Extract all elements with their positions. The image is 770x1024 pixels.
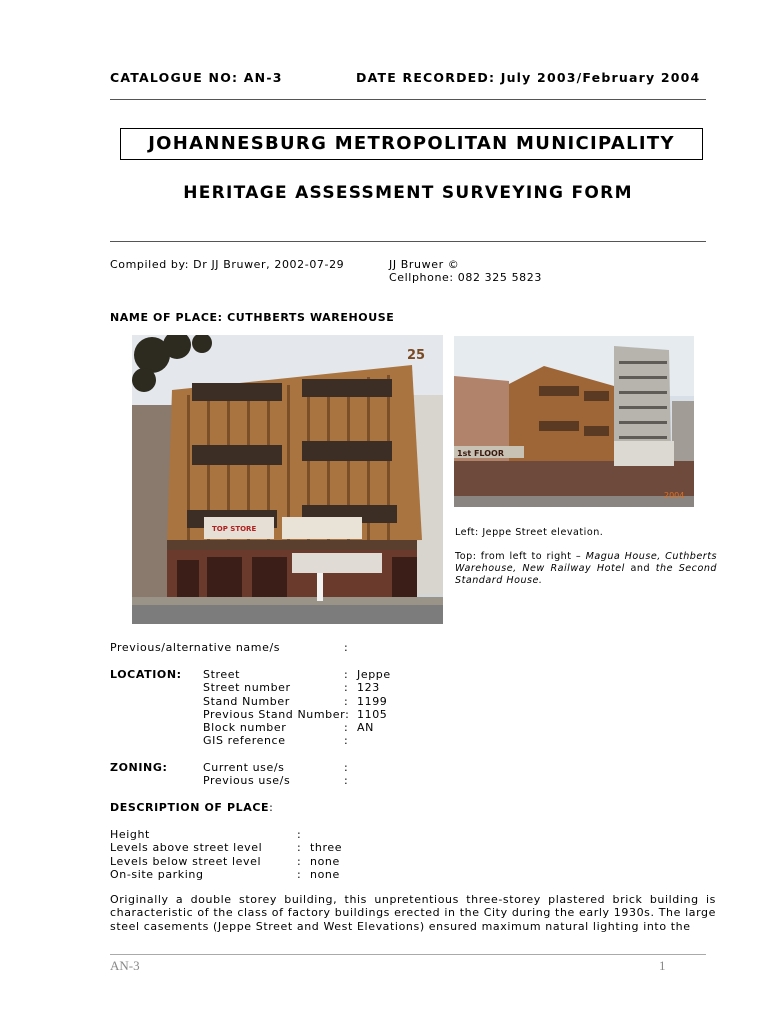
caption-left: Left: Jeppe Street elevation. [455, 527, 604, 538]
location-heading: LOCATION: [110, 668, 182, 681]
sign-number: 25 [407, 348, 426, 363]
photo-date-stamp: 2004 [664, 491, 685, 500]
description-sep: : [297, 867, 302, 881]
description-seps [297, 828, 301, 881]
zoning-sep: : [344, 761, 349, 774]
subtitle-rule [110, 241, 706, 242]
location-label: Street number [203, 681, 291, 695]
description-value: none [310, 854, 340, 868]
location-value: 123 [357, 681, 380, 695]
location-label: Previous Stand Number: [203, 707, 350, 721]
description-values [310, 828, 342, 881]
zoning-label: Current use/s [203, 761, 285, 774]
page-number: 1 [659, 958, 666, 973]
author-name: JJ Bruwer © [389, 258, 460, 271]
location-sep [344, 708, 348, 721]
name-of-place: NAME OF PLACE: CUTHBERTS WAREHOUSE [110, 311, 395, 324]
page-title: JOHANNESBURG METROPOLITAN MUNICIPALITY [120, 128, 703, 160]
description-label: On-site parking [110, 867, 204, 881]
description-labels [110, 828, 262, 881]
description-sep: : [297, 828, 302, 841]
description-sep: : [297, 854, 302, 868]
location-sep: : [344, 694, 349, 708]
caption-top: Top: from left to right – Magua House, Cuthberts Warehouse, New Railway Hotel and the Second Standard House. [455, 551, 717, 586]
footer-rule [110, 954, 706, 955]
previous-name-sep: : [344, 641, 349, 654]
zoning-label: Previous use/s [203, 774, 291, 788]
zoning-heading: ZONING: [110, 761, 168, 774]
description-value: three [310, 841, 343, 855]
description-value: none [310, 867, 340, 881]
location-values [357, 668, 391, 734]
floor-sign-text: 1st FLOOR [457, 449, 504, 458]
location-label: Stand Number [203, 694, 290, 708]
description-sep: : [297, 841, 302, 855]
location-seps [344, 668, 348, 748]
footer-catalogue: AN-3 [110, 958, 140, 973]
location-label: Block number [203, 721, 287, 735]
zoning-seps [344, 761, 348, 788]
header-rule [110, 99, 706, 100]
location-value: 1199 [357, 694, 388, 708]
description-value [310, 828, 342, 841]
shop-sign-text: TOP STORE [212, 525, 257, 533]
author-cellphone: Cellphone: 082 325 5823 [389, 271, 542, 284]
date-recorded: DATE RECORDED: July 2003/February 2004 [356, 70, 701, 85]
zoning-labels [203, 761, 290, 788]
zoning-sep: : [344, 774, 349, 788]
photo-street-view [454, 336, 694, 507]
location-sep: : [344, 734, 349, 748]
form-subtitle: HERITAGE ASSESSMENT SURVEYING FORM [183, 183, 633, 203]
previous-name-label: Previous/alternative name/s [110, 641, 281, 654]
catalogue-number: CATALOGUE NO: AN-3 [110, 70, 283, 85]
description-label: Levels below street level [110, 854, 262, 868]
location-value: AN [357, 721, 374, 735]
description-label: Levels above street level [110, 841, 263, 855]
description-heading-line: DESCRIPTION OF PLACE: [110, 801, 274, 814]
description-heading: DESCRIPTION OF PLACE [110, 801, 270, 814]
location-sep: : [344, 681, 349, 695]
location-sep: : [344, 721, 349, 735]
location-sep: : [344, 668, 349, 681]
location-value: 1105 [357, 707, 388, 721]
description-paragraph: Originally a double storey building, this unpretentious three-storey plastered brick building is characteristic of the class of factory buildings erected in the City during the early 1930s. The large steel casements (Jeppe Street and West Elevations) ensured maximum natural lighting into the [110, 893, 716, 933]
location-label: GIS reference [203, 734, 286, 748]
location-value: Jeppe [357, 668, 391, 681]
location-label: Street [203, 668, 241, 681]
compiled-by: Compiled by: Dr JJ Bruwer, 2002-07-29 [110, 258, 345, 271]
description-label: Height [110, 828, 150, 841]
location-labels [203, 668, 349, 748]
photo-jeppe-elevation [132, 335, 443, 624]
